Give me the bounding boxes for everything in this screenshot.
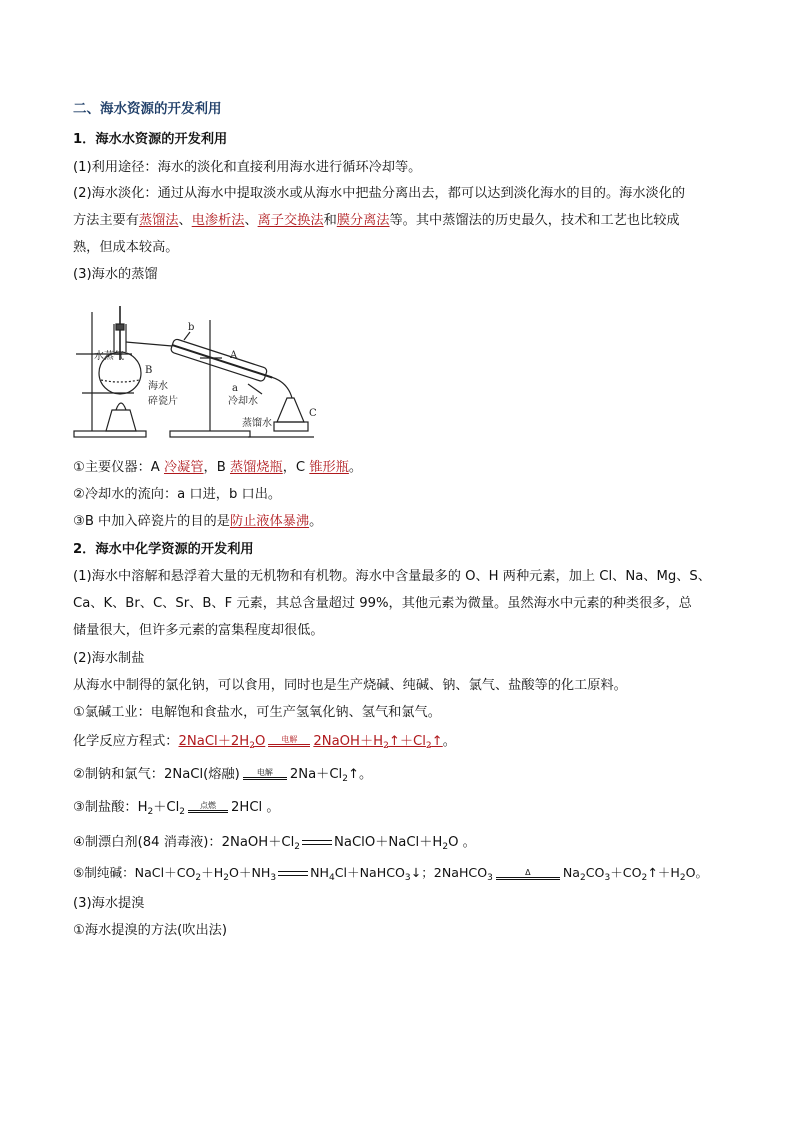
water-level — [101, 380, 139, 382]
sub1-heading: 1．海水水资源的开发利用 — [73, 132, 228, 147]
text: ③制盐酸：H — [73, 800, 148, 815]
section-title: 二、海水资源的开发利用 — [73, 101, 222, 117]
label-a: A — [230, 350, 238, 361]
label-c: C — [309, 408, 317, 419]
text: ②制钠和氯气：2NaCl(熔融) — [73, 767, 240, 782]
water-inlet-a — [248, 384, 262, 394]
condition-text: Δ — [525, 867, 531, 877]
answer-electrodialysis: 电渗析法 — [191, 213, 245, 228]
equation-products: $2NaOH+H_2↑+Cl_2↑$ — [313, 734, 443, 751]
condition-text: 点燃 — [200, 801, 217, 810]
condenser-a — [170, 338, 274, 384]
q3-chips — [73, 513, 322, 531]
text: 和 — [323, 213, 337, 228]
sub1-p3: (3)海水的蒸馏 — [73, 267, 158, 282]
condition-text: 电解 — [256, 768, 273, 777]
text: ④制漂白剂(84 消毒液)：2NaOH＋Cl — [73, 835, 295, 850]
q2-water-flow: ②冷却水的流向：a 口进，b 口出。 — [73, 487, 282, 502]
ignite-condition — [188, 801, 228, 813]
text: ①主要仪器：A — [73, 460, 164, 475]
label-chips: 碎瓷片 — [148, 396, 178, 407]
answer-condenser: 冷凝管 — [163, 460, 204, 475]
label-steam: 水蒸气 — [94, 351, 124, 362]
sub2-p1-line1: (1)海水中溶解和悬浮着大量的无机物和有机物。海水中含量最多的 O、H 两种元素，加上 Cl、Na、Mg、S、 — [73, 569, 711, 584]
chlor-alkali: ①氯碱工业：电解饱和食盐水，可生产氢氧化钠、氢气和氯气。 — [73, 705, 441, 720]
bleach: ④制漂白剂(84 消毒液)：$2NaOH+Cl_2$ $NaClO+NaCl+H_2O$ 。 — [73, 835, 476, 852]
adapter — [267, 376, 292, 398]
sub2-p1-line3: 储量很大，但许多元素的富集程度却很低。 — [73, 623, 324, 638]
label-a-small: a — [232, 383, 238, 394]
heat-condition — [496, 868, 560, 880]
answer-conical-flask: 锥形瓶 — [309, 460, 349, 475]
text: ，B — [203, 460, 230, 475]
sub2-p1-line2: Ca、K、Br、C、Sr、B、F 元素，其总含量超过 99%，其他元素为微量。虽然海水中元素的种类很多，总 — [73, 596, 692, 611]
text: 、 — [244, 213, 258, 228]
salt-paragraph: 从海水中制得的氯化钠，可以食用，同时也是生产烧碱、纯碱、钠、氯气、盐酸等的化工原料。 — [73, 678, 627, 693]
products: $2Na+Cl_2↑$。 — [289, 767, 373, 784]
chlor-alkali-equation: 化学反应方程式：$2NaCl+2H_2O$ 电解 $2NaOH+H_2↑+Cl_2↑$。 — [73, 734, 456, 751]
answer-prevent-bumping: 防止液体暴沸 — [229, 514, 310, 529]
distillation-apparatus-figure — [72, 298, 322, 443]
sub1-p2-line2 — [73, 212, 680, 230]
condition-text: 电解 — [281, 735, 298, 744]
text: 。 — [348, 460, 363, 475]
text: ⑤制纯碱：NaCl＋CO — [73, 865, 196, 880]
flame — [116, 403, 126, 410]
hydrochloric-acid: ③制盐酸：$H_2+Cl_2$ 点燃 2HCl 。 — [73, 800, 280, 817]
sub1-p1: (1)利用途径：海水的淡化和直接利用海水进行循环冷却等。 — [73, 160, 422, 175]
salt-title: (2)海水制盐 — [73, 651, 145, 666]
text: 化学反应方程式： — [73, 734, 179, 749]
answer-flask: 蒸馏烧瓶 — [229, 460, 283, 475]
text: 等。其中蒸馏法的历史最久，技术和工艺也比较成 — [389, 213, 680, 228]
equation-reactants: $2NaCl+2H_2O$ — [178, 734, 266, 751]
label-b-small: b — [188, 322, 195, 333]
water-outlet-b — [184, 332, 190, 340]
text: 方法主要有 — [73, 213, 139, 228]
electrolysis-condition — [268, 735, 310, 747]
sub1-p2-line1: (2)海水淡化：通过从海水中提取淡水或从海水中把盐分离出去，都可以达到淡化海水的目的。海水淡化的 — [73, 186, 686, 201]
q1-instruments — [73, 459, 362, 477]
sub2-heading: 2．海水中化学资源的开发利用 — [73, 542, 254, 557]
answer-ion-exchange: 离子交换法 — [257, 213, 324, 228]
burner — [106, 410, 136, 431]
electrolysis-condition-2 — [243, 768, 287, 780]
receiver-c — [277, 398, 304, 422]
text: 。 — [309, 514, 323, 529]
bromine-title: (3)海水提溴 — [73, 896, 145, 911]
text: ，C — [282, 460, 310, 475]
label-distilled: 蒸馏水 — [242, 418, 272, 429]
stand-base-mid — [170, 431, 250, 437]
answer-distillation: 蒸馏法 — [138, 213, 179, 228]
text: ③B 中加入碎瓷片的目的是 — [73, 514, 230, 529]
soda-ash: ⑤制纯碱：$NaCl+CO_2+H_2O+NH_3$ $NH_4Cl+NaHCO_3↓$；2NaHCO$_3$ Δ $Na_2CO_3+CO_2↑+H_2O$。 — [73, 865, 709, 883]
label-seawater: 海水 — [148, 381, 168, 392]
answer-membrane: 膜分离法 — [336, 213, 390, 228]
label-b: B — [145, 365, 153, 376]
sub1-p2-line3: 熟，但成本较高。 — [73, 240, 179, 255]
text: 、 — [178, 213, 192, 228]
sodium-chlorine — [73, 766, 372, 784]
bromine-method: ①海水提溴的方法(吹出法) — [73, 923, 227, 938]
label-cooling: 冷却水 — [228, 396, 258, 407]
stand-base-left — [74, 431, 146, 437]
